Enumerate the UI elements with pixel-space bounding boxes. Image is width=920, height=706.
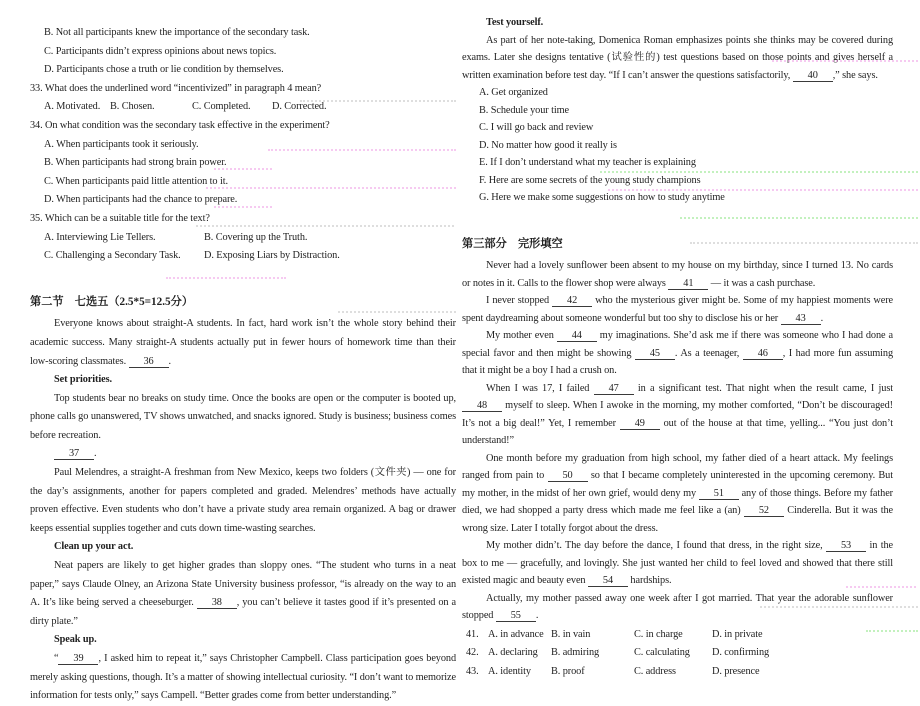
option-42a: A. declaring (488, 647, 538, 659)
option-34b: B. When participants had strong brain power. (44, 157, 227, 169)
artifact-dotted-line (300, 100, 456, 102)
paragraph-speak-up: “ 39 , I asked him to repeat it,” says Christopher Campbell. Class participation goes beyond merely asking questions, though. It’s a matter of showing intellectual curiosity. “I don’t want to memorize information for tests only,” says Campell. “Better grades come from better understanding.” (30, 653, 456, 702)
paragraph-test-yourself: As part of her note-taking, Domenica Roman emphasizes points she thinks may be covered during exams. Later she designs tentative (试验性的) test questions based on those points and gives herself a written examination before test day. “If I can’t answer the questions satisfactorily, 40 ,” she says. (462, 34, 893, 81)
question-34-stem: 34. On what condition was the secondary task effective in the experiment? (30, 119, 330, 131)
subheading-speak-up: Speak up. (54, 634, 97, 646)
right-column (462, 14, 893, 680)
question-41-row (462, 626, 893, 644)
question-43-row (462, 663, 893, 681)
cloze-blank: 42 (552, 295, 592, 307)
cloze-paragraph-2: I never stopped 42 who the mysterious giver might be. Some of my happiest moments were spent daydreaming about someone wonderful but too shy to disclose his or her 43 . (462, 295, 893, 324)
artifact-dotted-line (680, 217, 918, 219)
cloze-paragraph-7: Actually, my mother passed away one week after I got married. That year the adorable sunflower stopped 55 . (462, 592, 893, 621)
option-35a: A. Interviewing Lie Tellers. (44, 231, 156, 243)
subheading-clean-up: Clean up your act. (54, 541, 134, 553)
option-42b: B. admiring (551, 647, 600, 659)
option-34d: D. When participants had the chance to prepare. (44, 194, 238, 206)
option-line-32d: D. Participants chose a truth or lie condition by themselves. (44, 64, 284, 76)
choice-g: G. Here we make some suggestions on how to study anytime (479, 192, 725, 203)
cloze-blank: 50 (548, 470, 588, 482)
cloze-blank: 48 (462, 400, 502, 412)
choice-b: B. Schedule your time (479, 104, 569, 116)
subheading-test-yourself: Test yourself. (486, 17, 544, 28)
cloze-blank: 44 (557, 330, 597, 342)
choice-d: D. No matter how good it really is (479, 139, 617, 151)
artifact-dotted-line (760, 606, 918, 608)
section-3-heading: 第三部分 完形填空 (462, 237, 563, 250)
question-35-options-row1 (30, 229, 456, 248)
cloze-blank: 36 (129, 356, 169, 368)
cloze-blank: 49 (620, 418, 660, 430)
option-43a: A. identity (488, 665, 531, 677)
option-35d: D. Exposing Liars by Distraction. (204, 250, 340, 262)
cloze-blank: 45 (635, 348, 675, 360)
option-35c: C. Challenging a Secondary Task. (44, 250, 181, 262)
paragraph-neat-papers: Neat papers are likely to get higher grades than sloppy ones. “The student who turns in a neat paper,” says Claude Olney, an Arizona State University business professor, “is already on the way to an A. It’s like being served a cheeseburger. 38 , you can’t believe it tastes good if it’s presented on a dirty plate.” (30, 560, 456, 627)
artifact-dotted-line (166, 277, 286, 279)
option-41b: B. in vain (551, 628, 591, 640)
blank-37-line: 37 . (30, 445, 456, 464)
artifact-dotted-line (268, 149, 456, 151)
option-33a: A. Motivated. (44, 101, 101, 113)
cloze-blank: 41 (668, 278, 708, 290)
cloze-blank: 52 (744, 505, 784, 517)
cloze-blank: 54 (588, 575, 628, 587)
option-line-32c: C. Participants didn’t express opinions about news topics. (44, 45, 277, 57)
question-41-number: 41. (466, 628, 479, 640)
cloze-blank: 53 (826, 540, 866, 552)
artifact-dotted-line (196, 225, 454, 227)
subheading-set-priorities: Set priorities. (54, 374, 112, 386)
paragraph-set-priorities: Top students bear no breaks on study time. Once the books are open or the computer is booted up, phone calls go unanswered, TV shows unwatched, and snacks ignored. Study is business; business comes before recreation. (30, 392, 456, 441)
paragraph-paul-melendres: Paul Melendres, a straight-A freshman from New Mexico, keeps two folders (文件夹) — one for the day’s assignments, another for papers completed and graded. Melendres’ methods have actually proven effective. Even students who don’t have a private study area remain organized. A bag or drawer keeps essential supplies together and cuts down time-wasting searches. (30, 467, 456, 534)
section-2-heading: 第二节 七选五（2.5*5=12.5分） (30, 295, 194, 308)
passage-intro-paragraph: Everyone knows about straight-A students. In fact, hard work isn’t the whole story behind their academic success. Many straight-A students actually put in fewer hours of homework time than their low-scoring classmates. 36 . (30, 318, 456, 367)
cloze-blank: 51 (699, 488, 739, 500)
question-42-row (462, 644, 893, 662)
artifact-dotted-line (206, 187, 456, 189)
cloze-paragraph-3: My mother even 44 my imaginations. She’d ask me if there was someone who I had done a special favor and then might be showing 45 . As a teenager, 46 , I had more fun assuming that it might be a boy I had a crush on. (462, 330, 894, 376)
choice-e: E. If I don’t understand what my teacher is explaining (479, 157, 696, 168)
cloze-blank: 38 (197, 597, 237, 609)
option-34c: C. When participants paid little attention to it. (44, 175, 228, 187)
option-33c: C. Completed. (192, 101, 251, 113)
artifact-dotted-line (338, 311, 456, 313)
choice-f: F. Here are some secrets of the young study champions (479, 174, 701, 186)
artifact-dotted-line (690, 242, 918, 244)
option-41a: A. in advance (488, 628, 544, 640)
artifact-dotted-line (866, 630, 918, 632)
choice-c: C. I will go back and review (479, 122, 594, 133)
cloze-paragraph-4: When I was 17, I failed 47 in a significant test. That night when the result came, I just 48 myself to sleep. When I awoke in the morning, my mother comforted, “Don’t be discouraged! It’s not a big deal!” Yet, I remember 49 out of the house at that time, yelling... “You just don’t understand!” (462, 382, 893, 446)
question-35-options-row2 (30, 247, 456, 266)
artifact-dotted-line (600, 171, 918, 173)
option-42d: D. confirming (712, 647, 770, 659)
question-42-number: 42. (466, 647, 479, 659)
cloze-blank: 40 (793, 70, 833, 82)
option-43d: D. presence (712, 665, 760, 677)
option-line-32b: B. Not all participants knew the importance of the secondary task. (44, 27, 310, 38)
question-35-stem: 35. Which can be a suitable title for the text? (30, 212, 210, 224)
option-43b: B. proof (551, 665, 585, 677)
option-41d: D. in private (712, 628, 763, 640)
option-41c: C. in charge (634, 628, 683, 640)
choice-a: A. Get organized (479, 87, 548, 98)
artifact-dotted-line (214, 206, 272, 208)
cloze-paragraph-5: One month before my graduation from high school, my father died of a heart attack. My feelings ranged from pain to 50 so that I became completely uninterested in the upcoming ceremony. But my mother, in the midst of her own grief, would deny my 51 any of those things. Before my father died, we had shopped a party dress which made me feel like a (an) 52 Cinderella. But it was the wrong size. Later I totally forgot about the dress. (462, 452, 894, 534)
option-33d: D. Corrected. (272, 101, 327, 113)
left-column (30, 24, 456, 706)
cloze-paragraph-6: My mother didn’t. The day before the dance, I found that dress, in the right size, 53 in the box to me — gracefully, and lovingly. She just wanted her child to feel loved and showed that there still existed magic and beauty even 54 hardships. (462, 540, 893, 586)
cloze-blank: 39 (58, 653, 98, 665)
artifact-dotted-line (846, 586, 916, 588)
cloze-blank: 37 (54, 448, 94, 460)
cloze-blank: 55 (496, 610, 536, 622)
question-33-stem: 33. What does the underlined word “incentivized” in paragraph 4 mean? (30, 82, 322, 94)
cloze-blank: 43 (781, 313, 821, 325)
cloze-paragraph-1: Never had a lovely sunflower been absent to my house on my birthday, since I turned 13. No cards or notes in it. Calls to the flower shop were always 41 — it was a cash purchase. (462, 260, 893, 289)
option-33b: B. Chosen. (110, 101, 155, 113)
option-43c: C. address (634, 665, 676, 677)
cloze-blank: 47 (594, 383, 634, 395)
artifact-dotted-line (772, 60, 918, 62)
cloze-blank: 46 (743, 348, 783, 360)
artifact-dotted-line (214, 168, 272, 170)
option-34a: A. When participants took it seriously. (44, 138, 199, 150)
option-42c: C. calculating (634, 647, 690, 659)
artifact-dotted-line (608, 189, 918, 191)
question-43-number: 43. (466, 665, 479, 677)
option-35b: B. Covering up the Truth. (204, 231, 308, 243)
